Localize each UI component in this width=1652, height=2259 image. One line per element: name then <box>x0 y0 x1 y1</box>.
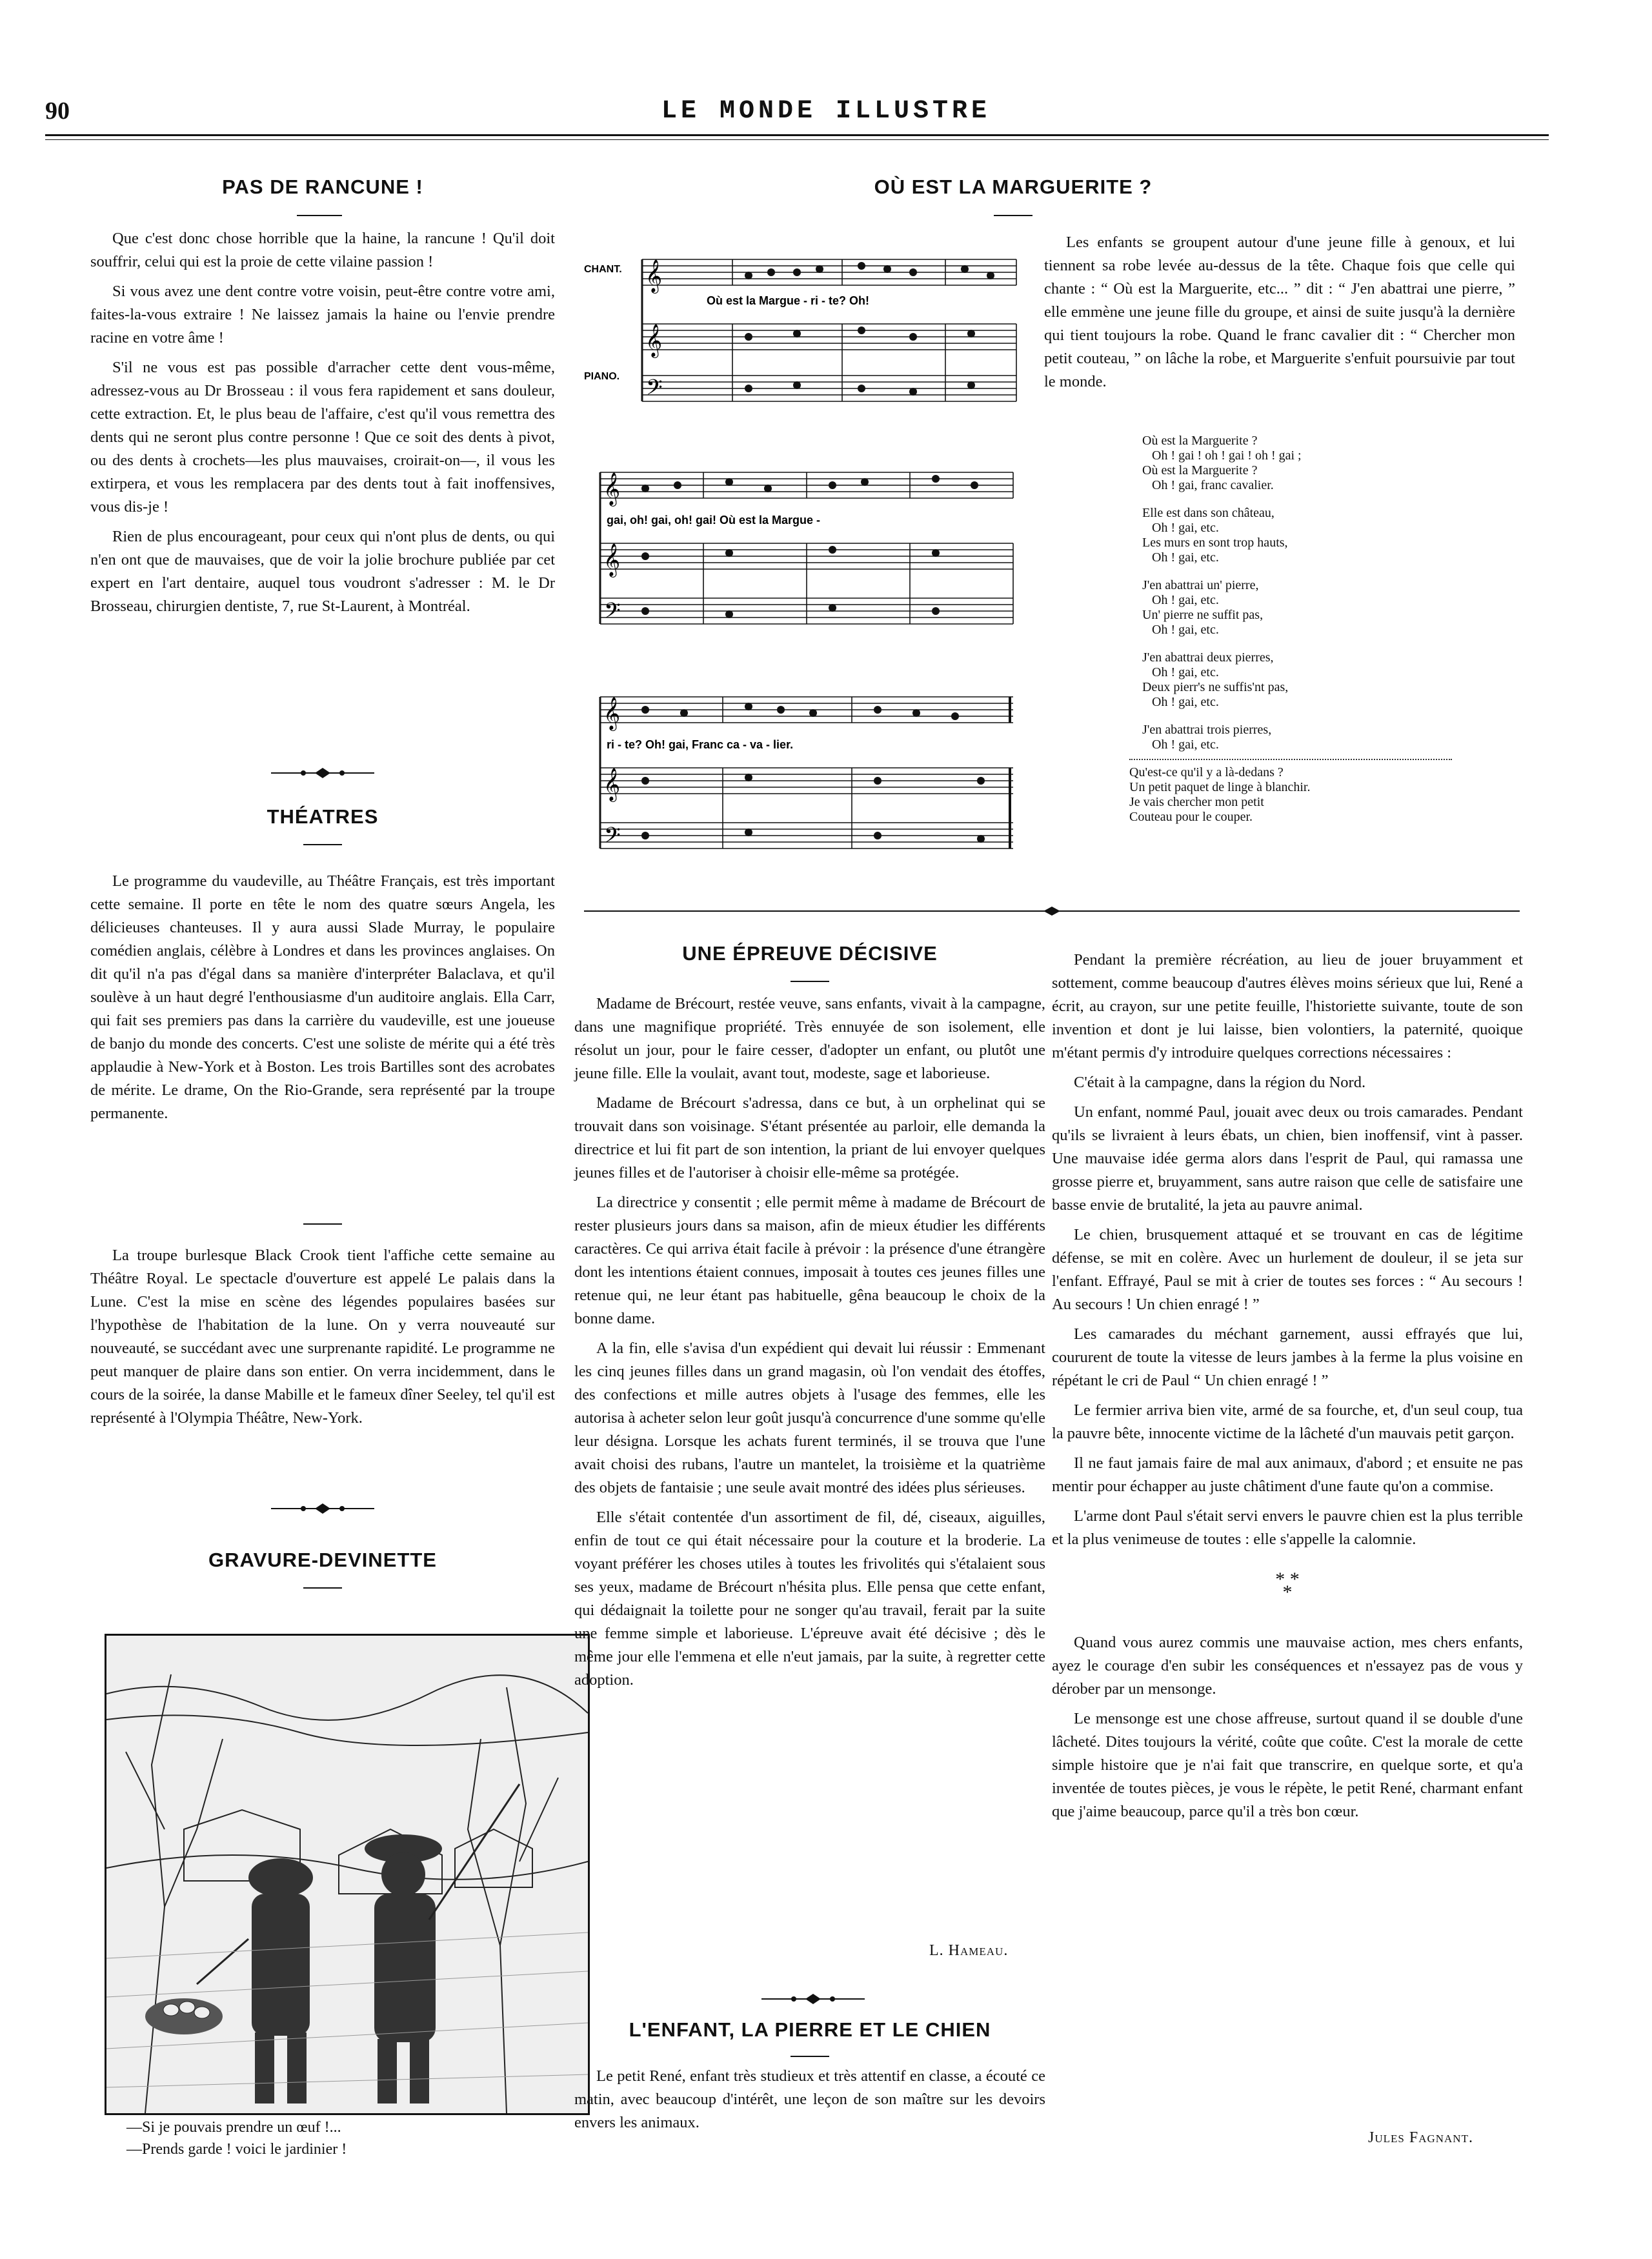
verse-line: Oh ! gai, etc. <box>1142 738 1219 752</box>
verse-line: Un' pierre ne suffit pas, <box>1142 608 1264 622</box>
verse <box>1142 650 1516 710</box>
bass-clef-icon: 𝄢 <box>646 376 663 405</box>
gravure-title: GRAVURE-DEVINETTE <box>208 1549 437 1571</box>
theatres-article-2 <box>90 1244 555 1436</box>
header-rule-thin <box>45 139 1549 140</box>
music-score-system-1 <box>584 240 1023 427</box>
enfant-paragraph: C'était à la campagne, dans la région du Nord. <box>1074 1074 1366 1091</box>
verse-line: Qu'est-ce qu'il y a là-dedans ? <box>1129 765 1284 779</box>
enfant-article-continued <box>1052 949 1523 1830</box>
enfant-paragraph: L'arme dont Paul s'était servi envers le pauvre chien est la plus terrible et la plus venimeuse de toutes : elle s'appelle la calomnie. <box>1052 1507 1523 1548</box>
epreuve-paragraph: Madame de Brécourt s'adressa, dans ce but, à un orphelinat qui se trouvait dans son voisinage. S'étant présentée au parloir, elle demanda la directrice et lui fit part de son intention, la priant de lui envoyer quelques jeunes filles et de l'autoriser à choisir elle-même sa protégée. <box>574 1094 1045 1181</box>
rancune-paragraph: Si vous avez une dent contre votre voisin, peut-être contre votre ami, faites-la-vous extraire ! Ne laissez jamais la haine ou l'envie prendre racine en votre âme ! <box>90 283 555 346</box>
enfant-paragraph: Le petit René, enfant très studieux et très attentif en classe, a écouté ce matin, avec beaucoup d'intérêt, une leçon de son maître sur les devoirs envers les animaux. <box>574 2067 1045 2131</box>
theatres-paragraph: Le programme du vaudeville, au Théâtre Français, est très important cette semaine. Il porte en tête le nom des quatre sœurs Angela, les délicieuses chanteuses. Il y aura aussi Slade Murray, le populaire comédien anglais, célèbre à Londres et dans les provinces anglaises. On dit qu'il n'a pas d'égal dans sa manière d'interpréter Balaclava, et qu'il soulève à un haut degré l'enthousiasme d'un auditoire anglais. Ella Carr, qui fait ses premiers pas dans la carrière du vaudeville, est une joueuse de banjo du monde des concerts. C'est une soliste de mérite qui a été très applaudie à New-York et à Boston. Les trois Bartilles sont des acrobates de mérite. Le drame, On the Rio-Grande, sera représenté par la troupe permanente. <box>90 872 555 1122</box>
score-lyrics-2: gai, oh! gai, oh! gai! Où est la Margue - <box>607 514 821 527</box>
epreuve-paragraph: La directrice y consentit ; elle permit même à madame de Brécourt de rester plusieurs jours dans sa maison, afin de mieux étudier les différents caractères. Ce qui arriva était facile à prévoir : la présence d'une étrangère dont les intentions étaient connues, imposait à toutes ces jeunes filles une retenue qui, ne leur étant pas habituelle, gêna beaucoup le choix de la bonne dame. <box>574 1194 1045 1327</box>
treble-clef-icon: 𝄞 <box>603 473 621 505</box>
verse-line: Elle est dans son château, <box>1142 506 1274 520</box>
score-label-piano: PIANO. <box>584 371 620 382</box>
rancune-title-rule <box>297 215 342 216</box>
rancune-article <box>90 227 555 625</box>
verse-line: Je vais chercher mon petit <box>1129 795 1264 809</box>
marguerite-intro <box>1044 231 1515 400</box>
enfant-title: L'ENFANT, LA PIERRE ET LE CHIEN <box>629 2018 991 2041</box>
treble-clef-icon: 𝄞 <box>603 698 621 729</box>
ornament-divider <box>271 767 374 779</box>
verse-line: Deux pierr's ne suffis'nt pas, <box>1142 680 1289 694</box>
epreuve-paragraph: Madame de Brécourt, restée veuve, sans enfants, vivait à la campagne, dans une magnifique propriété. Très ennuyée de son isolement, elle résolut un jour, pour le faire cesser, d'adopter un enfant, ou plutôt une jeune fille. Elle la voulait, avant tout, modeste, sage et laborieuse. <box>574 995 1045 1082</box>
enfant-paragraph: Il ne faut jamais faire de mal aux animaux, d'abord ; et ensuite ne pas mentir pour échapper au juste châtiment d'une faute qu'on a commise. <box>1052 1454 1523 1495</box>
verse <box>1142 578 1516 638</box>
newspaper-title: LE MONDE ILLUSTRE <box>661 97 991 126</box>
verse-line: Oh ! gai, etc. <box>1142 695 1219 709</box>
section-divider <box>584 905 1520 918</box>
verse-line: Oh ! gai, etc. <box>1142 550 1219 565</box>
enfant-signature: Jules Fagnant. <box>1368 2129 1473 2146</box>
enfant-paragraph: Le chien, brusquement attaqué et se trouvant en cas de légitime défense, se mit en colère. Avec un hurlement de douleur, il se jeta sur l'enfant. Effrayé, Paul se mit à crier de toutes ses forces : “ Au secours ! Au secours ! Un chien enragé ! ” <box>1052 1226 1523 1313</box>
enfant-paragraph: Quand vous aurez commis une mauvaise action, mes chers enfants, ayez le courage d'en subir les conséquences et n'essayez pas de vous y dérober par un mensonge. <box>1052 1634 1523 1698</box>
epreuve-article <box>574 992 1045 1698</box>
verse <box>1142 723 1516 752</box>
ornament-divider <box>761 1993 865 2005</box>
enfant-paragraph: Le fermier arriva bien vite, armé de sa fourche, et, d'un seul coup, tua la pauvre bête, innocente victime de la lâcheté d'un mauvais petit garçon. <box>1052 1401 1523 1442</box>
treble-clef-icon: 𝄞 <box>645 325 663 356</box>
epreuve-signature: L. Hameau. <box>929 1942 1009 1959</box>
treble-clef-icon: 𝄞 <box>603 544 621 576</box>
theatres-article <box>90 870 555 1132</box>
verse-line: Couteau pour le couper. <box>1129 810 1253 824</box>
epreuve-title: UNE ÉPREUVE DÉCISIVE <box>682 942 938 965</box>
verse-line: J'en abattrai deux pierres, <box>1142 650 1274 665</box>
marguerite-title-rule <box>994 215 1032 216</box>
theatres-separator <box>303 1223 342 1225</box>
bass-clef-icon: 𝄢 <box>604 599 621 628</box>
music-score-system-2 <box>594 459 1020 653</box>
verse-line: J'en abattrai un' pierre, <box>1142 578 1259 592</box>
verse-line: Oh ! gai, etc. <box>1142 593 1219 607</box>
gravure-title-rule <box>303 1587 342 1589</box>
epreuve-title-rule <box>791 981 829 982</box>
rancune-paragraph: S'il ne vous est pas possible d'arracher cette dent vous-même, adressez-vous au Dr Brosseau : il vous fera rapidement et sans douleur, cette extraction. Et, le plus beau de l'affaire, c'est qu'il vous remettra des dents qui ne seront plus contre personne ! Que ce soit des dents à pivot, ou des dents à crochets—les plus mauvaises, croirait-on—, il vous les extirpera, et vous les remplacera par des dents tout à fait inoffensives, vous dis-je ! <box>90 359 555 516</box>
rancune-paragraph: Rien de plus encourageant, pour ceux qui n'ont plus de dents, ou qui n'en ont que de mauvaises, que de voir la jolie brochure publiée par cet expert en l'art dentaire, auquel tous voudront s'adresser : M. le Dr Brosseau, chirurgien dentiste, 7, rue St-Laurent, à Montréal. <box>90 528 555 615</box>
rancune-title: PAS DE RANCUNE ! <box>222 176 423 198</box>
verse-dotted-rule <box>1129 759 1452 760</box>
rancune-paragraph: Que c'est donc chose horrible que la haine, la rancune ! Qu'il doit souffrir, celui qui est la proie de cette vilaine passion ! <box>90 230 555 270</box>
marguerite-intro-text: Les enfants se groupent autour d'une jeune fille à genoux, et lui tiennent sa robe levée au-dessus de la tête. Chaque fois que celle qui chante : “ Où est la Marguerite, etc... ” dit : “ J'en abattrai une pierre, ” elle emmène une jeune fille du groupe, et ainsi de suite jusqu'à la dernière qui tient toujours la robe. Quand le franc cavalier dit : “ Chercher mon petit couteau, ” on lâche la robe, et Marguerite s'enfuit poursuivie par tout le monde. <box>1044 234 1515 390</box>
score-label-chant: CHANT. <box>584 264 622 275</box>
enfant-article-start <box>574 2065 1045 2141</box>
verse <box>1142 506 1516 565</box>
verse-line: Oh ! gai, etc. <box>1142 665 1219 679</box>
enfant-paragraph: Le mensonge est une chose affreuse, surtout quand il se double d'une lâcheté. Dites toujours la vérité, coûte que coûte. C'est la morale de cette simple histoire que je n'ai fait que transcrire, en quelque sorte, et qu'a inventée de toutes pièces, je vous le répète, le petit René, charmant enfant que j'aime beaucoup, parce qu'il a très bon cœur. <box>1052 1710 1523 1820</box>
theatres-title-rule <box>303 844 342 845</box>
verse-line: Oh ! gai ! oh ! gai ! oh ! gai ; <box>1142 448 1302 463</box>
page-number: 90 <box>45 97 70 125</box>
verse <box>1129 765 1516 825</box>
verse-line: Les murs en sont trop hauts, <box>1142 536 1288 550</box>
music-score-system-3 <box>594 684 1020 871</box>
score-lyrics-1: Où est la Margue - ri - te? Oh! <box>707 294 870 307</box>
treble-clef-icon: 𝄞 <box>603 768 621 800</box>
verse <box>1142 434 1516 493</box>
gravure-caption-2: —Prends garde ! voici le jardinier ! <box>126 2141 347 2158</box>
enfant-title-rule <box>791 2056 829 2057</box>
verse-line: J'en abattrai trois pierres, <box>1142 723 1272 737</box>
verse-line: Oh ! gai, franc cavalier. <box>1142 478 1274 492</box>
gravure-caption-1: —Si je pouvais prendre un œuf !... <box>126 2119 341 2136</box>
verse-line: Oh ! gai, etc. <box>1142 623 1219 637</box>
enfant-paragraph: Pendant la première récréation, au lieu de jouer bruyamment et sottement, comme beaucoup d'autres élèves moins sérieux que lui, René a écrit, au crayon, sur une petite feuille, l'historiette suivante, toute de son invention et dont je lui laisse, bien volontiers, la paternité, quoique m'étant permis d'y introduire quelques corrections nécessaires : <box>1052 951 1523 1061</box>
verse-line: Où est la Marguerite ? <box>1142 434 1258 448</box>
engraving-illustration <box>105 1634 590 2115</box>
score-lyrics-3: ri - te? Oh! gai, Franc ca - va - lier. <box>607 738 794 751</box>
verse-line: Oh ! gai, etc. <box>1142 521 1219 535</box>
enfant-paragraph: Un enfant, nommé Paul, jouait avec deux ou trois camarades. Pendant qu'ils se livraient à leurs ébats, un chien, bien inoffensif, vint à passer. Une mauvaise idée germa alors dans l'esprit de Paul, qui ramassa une grosse pierre et, bruyamment, sans autre raison que celle de satisfaire une basse envie de brutalité, la jeta au pauvre animal. <box>1052 1103 1523 1214</box>
treble-clef-icon: 𝄞 <box>645 260 663 292</box>
header-rule <box>45 134 1549 136</box>
marguerite-verses <box>1129 434 1516 825</box>
epreuve-paragraph: Elle s'était contentée d'un assortiment de fil, dé, ciseaux, aiguilles, enfin de tout ce qui était nécessaire pour la couture et la broderie. La voyant préférer les choses utiles à toutes les frivolités qui s'étalaient sous ses yeux, madame de Brécourt n'hésita plus. Elle pensa que cette enfant, qui dédaignait la toilette pour ne songer qu'au travail, ferait par la suite une femme simple et laborieuse. L'épreuve avait été décisive ; dès le même jour elle l'emmena et elle n'eut jamais, par la suite, à regretter cette adoption. <box>574 1509 1045 1689</box>
marguerite-title: OÙ EST LA MARGUERITE ? <box>874 176 1153 198</box>
engraving-drawing <box>106 1636 588 2113</box>
bass-clef-icon: 𝄢 <box>604 823 621 852</box>
epreuve-paragraph: A la fin, elle s'avisa d'un expédient qui devait lui réussir : Emmenant les cinq jeunes filles dans un grand magasin, où l'on vendait des étoffes, des confections et mille autres objets à l'usage des femmes, elle les autorisa à acheter selon leur goût jusqu'à concurrence d'une somme qu'elle leur désigna. Lorsque les achats furent terminés, il se trouva que l'une avait choisi des rubans, l'autre un mantelet, la troisième et la quatrième des objets de fantaisie ; une seule avait montré des idées plus sérieuses. <box>574 1340 1045 1496</box>
enfant-paragraph: Les camarades du méchant garnement, aussi effrayés que lui, coururent de toute la vitesse de leurs jambes à la ferme la plus voisine en répétant le cri de Paul “ Un chien enragé ! ” <box>1052 1325 1523 1389</box>
ornament-divider <box>271 1502 374 1515</box>
verse-line: Où est la Marguerite ? <box>1142 463 1258 477</box>
verse-line: Un petit paquet de linge à blanchir. <box>1129 780 1311 794</box>
theatres-title: THÉATRES <box>267 805 379 828</box>
theatres-paragraph: La troupe burlesque Black Crook tient l'affiche cette semaine au Théâtre Royal. Le spectacle d'ouverture est appelé Le palais dans la Lune. C'est la mise en scène des légendes populaires basées sur l'hypothèse de l'habitation de la lune. On y verra nouveauté sur nouveauté, se succédant avec une surprenante rapidité. Le programme ne peut manquer de plaire dans son entier. On verra incidemment, dans le cours de la soirée, la danse Mabille et le fameux dîner Seeley, tel qu'il est représenté à l'Olympia Théâtre, New-York. <box>90 1247 555 1427</box>
section-stars: * * * <box>1275 1569 1300 1603</box>
